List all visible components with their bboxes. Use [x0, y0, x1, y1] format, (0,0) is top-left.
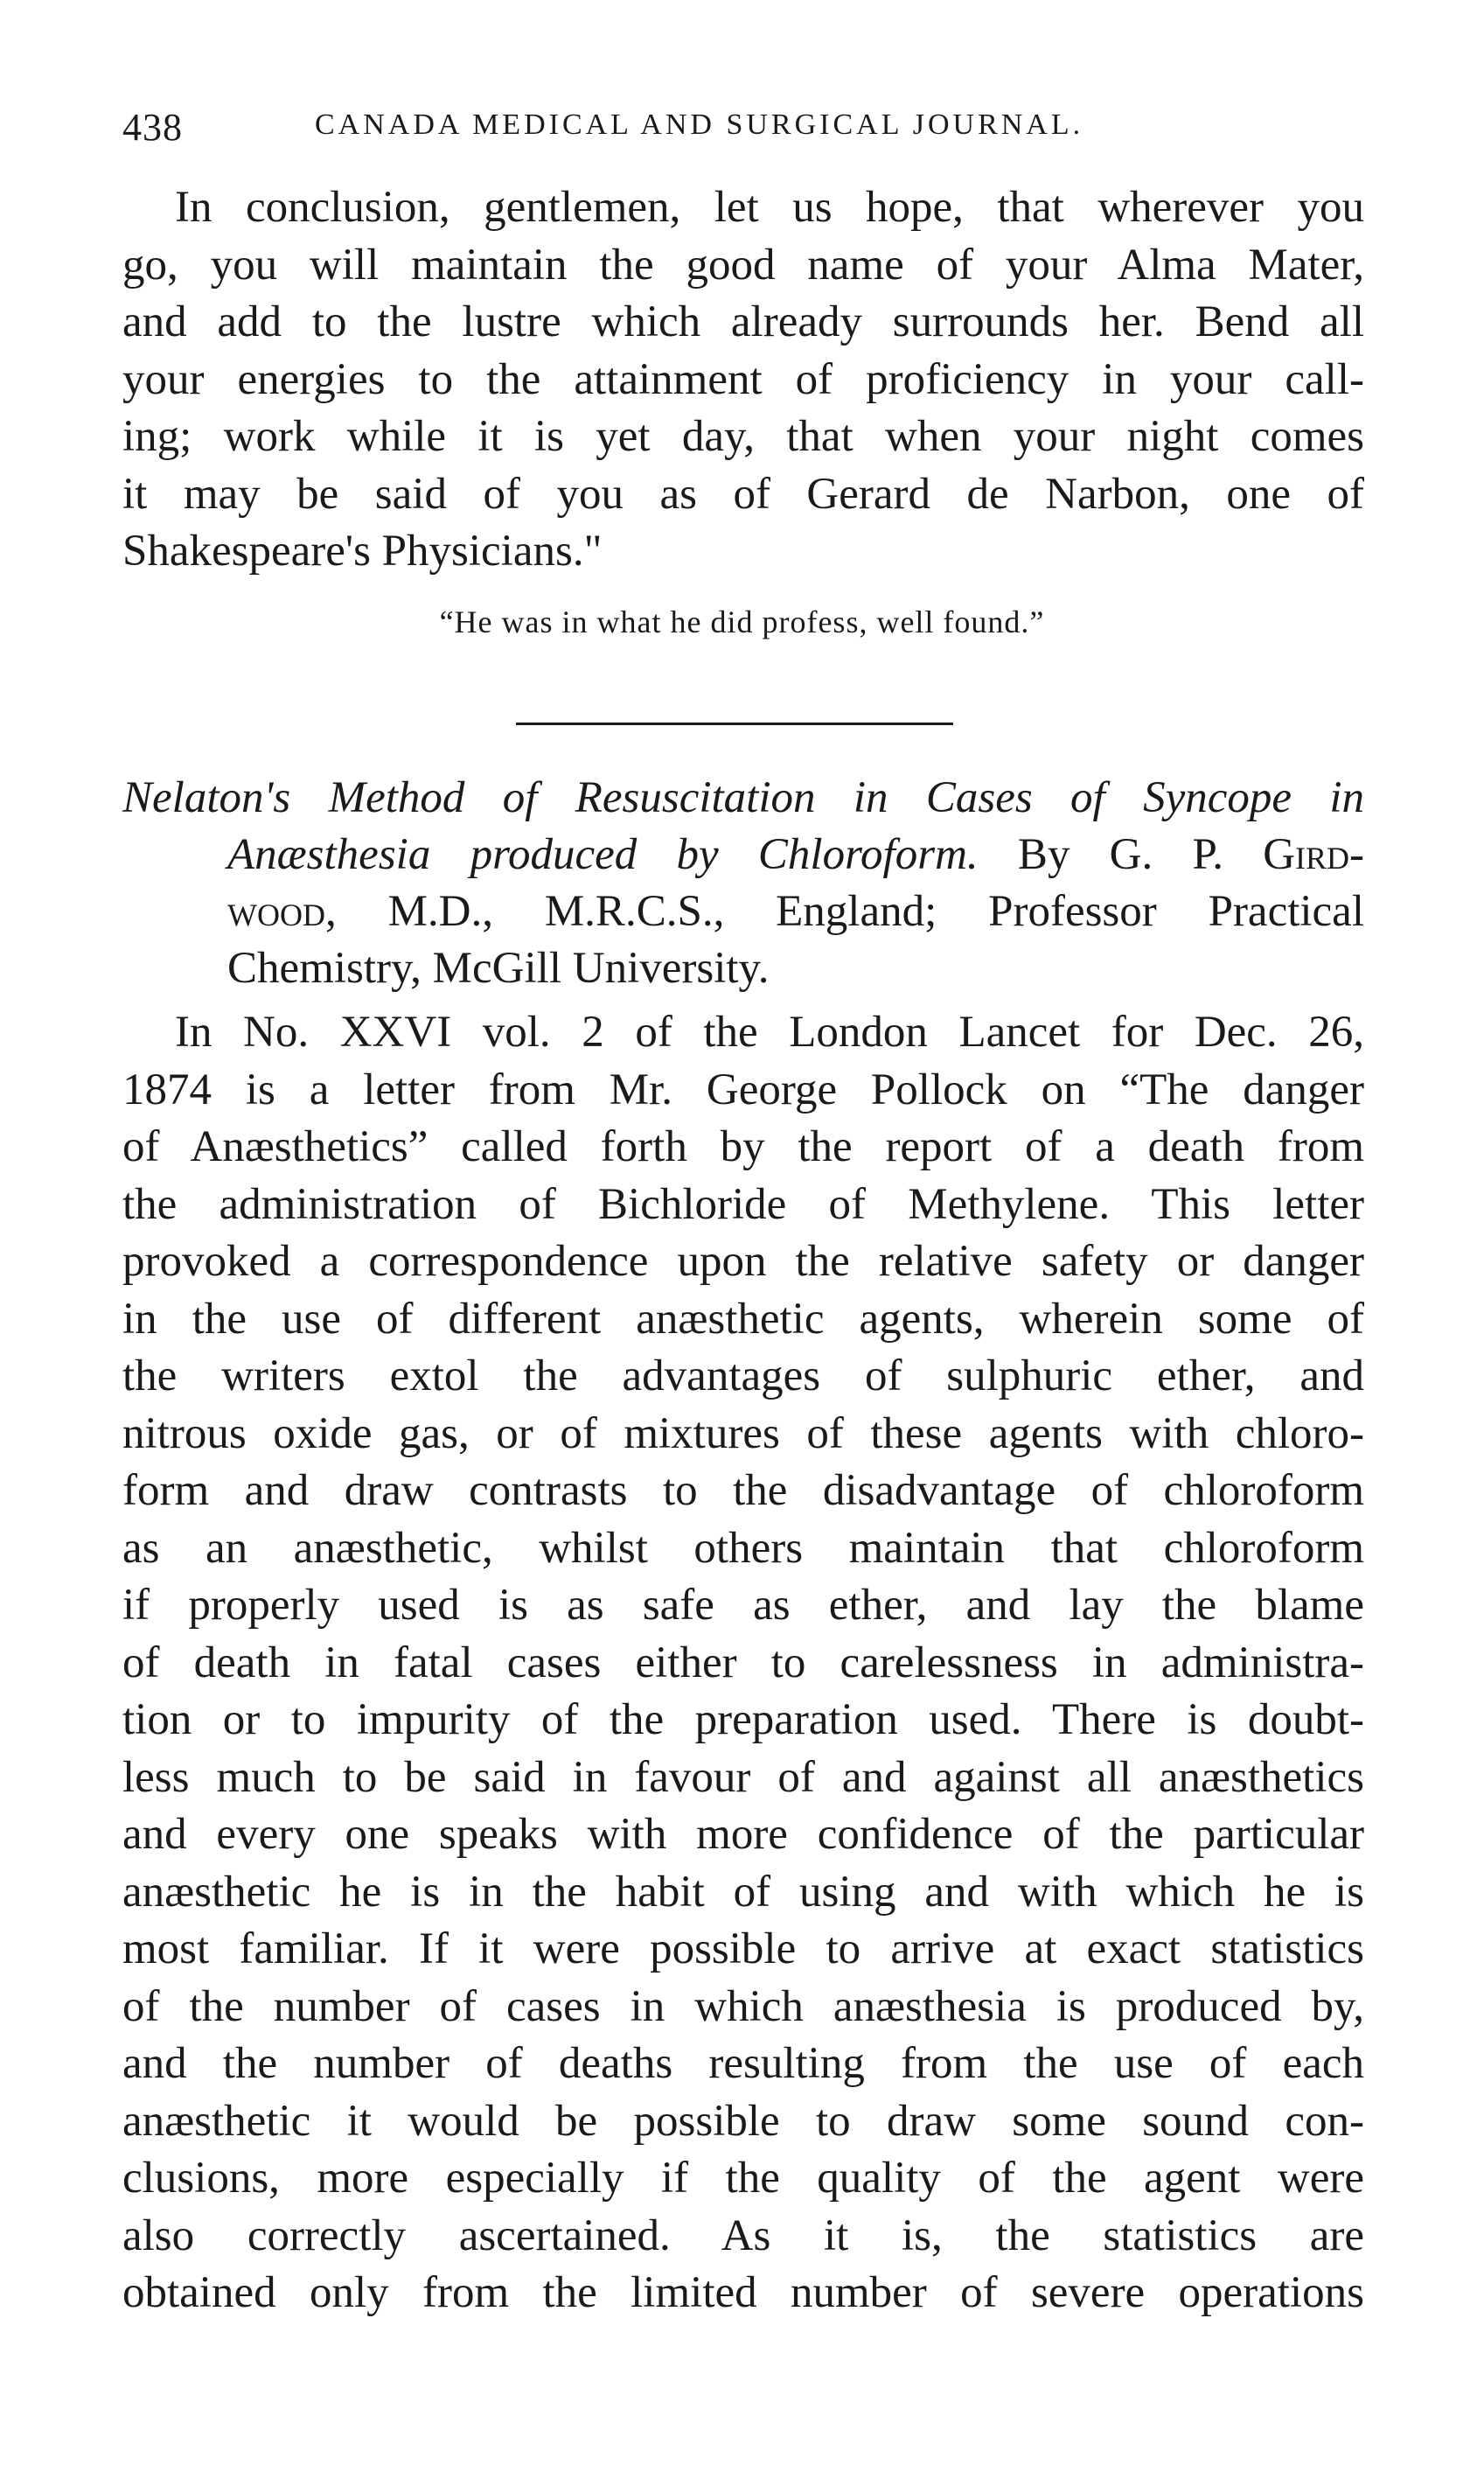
body-paragraph	[122, 1004, 1364, 2322]
author-prefix: By G. P.	[1017, 830, 1264, 879]
text-line: anæsthetic he is in the habit of using and with which he is	[122, 1867, 1364, 1917]
text-line: form and draw contrasts to the disadvantage of chloroform	[122, 1466, 1364, 1515]
text-line: tion or to impurity of the preparation used. There is doubt-	[122, 1695, 1364, 1744]
text-line: 1874 is a letter from Mr. George Pollock on “The danger	[122, 1065, 1364, 1114]
text-line: your energies to the attainment of proficiency in your call-	[122, 354, 1364, 404]
text-line: clusions, more especially if the quality of the agent were	[122, 2154, 1364, 2203]
text-line: as an anæsthetic, whilst others maintain that chloroform	[122, 1523, 1364, 1573]
text-line: In No. XXVI vol. 2 of the London Lancet for Dec. 26,	[175, 1008, 1364, 1057]
title-italic: Nelaton's Method of Resuscitation in Cases of Syncope in	[122, 773, 1364, 822]
text-line: anæsthetic it would be possible to draw some sound con-	[122, 2096, 1364, 2146]
page-number: 438	[122, 106, 183, 149]
text-line: the writers extol the advantages of sulphuric ether, and	[122, 1351, 1364, 1400]
text-line: the administration of Bichloride of Methylene. This letter	[122, 1179, 1364, 1229]
text-line: and add to the lustre which already surrounds her. Bend all	[122, 297, 1364, 346]
text-line: in the use of different anæsthetic agents, wherein some of	[122, 1294, 1364, 1344]
text-line: nitrous oxide gas, or of mixtures of these agents with chloro-	[122, 1408, 1364, 1458]
text-line: of death in fatal cases either to carelessness in administra-	[122, 1638, 1364, 1687]
text-line: of Anæsthetics” called forth by the report of a death from	[122, 1122, 1364, 1171]
quotation: “He was in what he did profess, well found.”	[439, 604, 1045, 639]
text-line: if properly used is as safe as ether, and lay the blame	[122, 1581, 1364, 1630]
author-name: wood	[227, 887, 325, 936]
text-line: and the number of deaths resulting from the use of each	[122, 2039, 1364, 2088]
text-line: less much to be said in favour of and against all anæsthetics	[122, 1752, 1364, 1802]
author-credentials: , M.D., M.R.C.S., England; Professor Practical	[324, 887, 1364, 936]
text-line: also correctly ascertained. As it is, the statistics are	[122, 2210, 1364, 2260]
text-line: most familiar. If it were possible to arrive at exact statistics	[122, 1924, 1364, 1973]
running-head	[122, 105, 1364, 157]
title-italic: Anæsthesia produced by Chloroform.	[227, 830, 979, 879]
text-line: ing; work while it is yet day, that when your night comes	[122, 412, 1364, 461]
text-line: go, you will maintain the good name of your Alma Mater,	[122, 240, 1364, 290]
author-name: Gird-	[1263, 830, 1365, 879]
text-line: obtained only from the limited number of severe operations	[122, 2268, 1364, 2317]
article-title	[122, 770, 1364, 997]
title-line	[122, 770, 1364, 827]
journal-title: CANADA MEDICAL AND SURGICAL JOURNAL.	[315, 108, 1084, 141]
text-line: Shakespeare's Physicians."	[122, 527, 603, 576]
text-line: it may be said of you as of Gerard de Narbon, one of	[122, 469, 1364, 519]
conclusion-paragraph	[122, 179, 1364, 581]
title-line	[122, 883, 1364, 940]
title-line: Chemistry, McGill University.	[227, 944, 770, 993]
text-line: and every one speaks with more confidence of the particular	[122, 1810, 1364, 1859]
text-line: of the number of cases in which anæsthesia is produced by,	[122, 1981, 1364, 2031]
text-line: In conclusion, gentlemen, let us hope, that wherever you	[175, 183, 1364, 232]
title-line	[122, 827, 1364, 883]
section-divider	[516, 723, 953, 725]
text-line: provoked a correspondence upon the relative safety or danger	[122, 1237, 1364, 1286]
